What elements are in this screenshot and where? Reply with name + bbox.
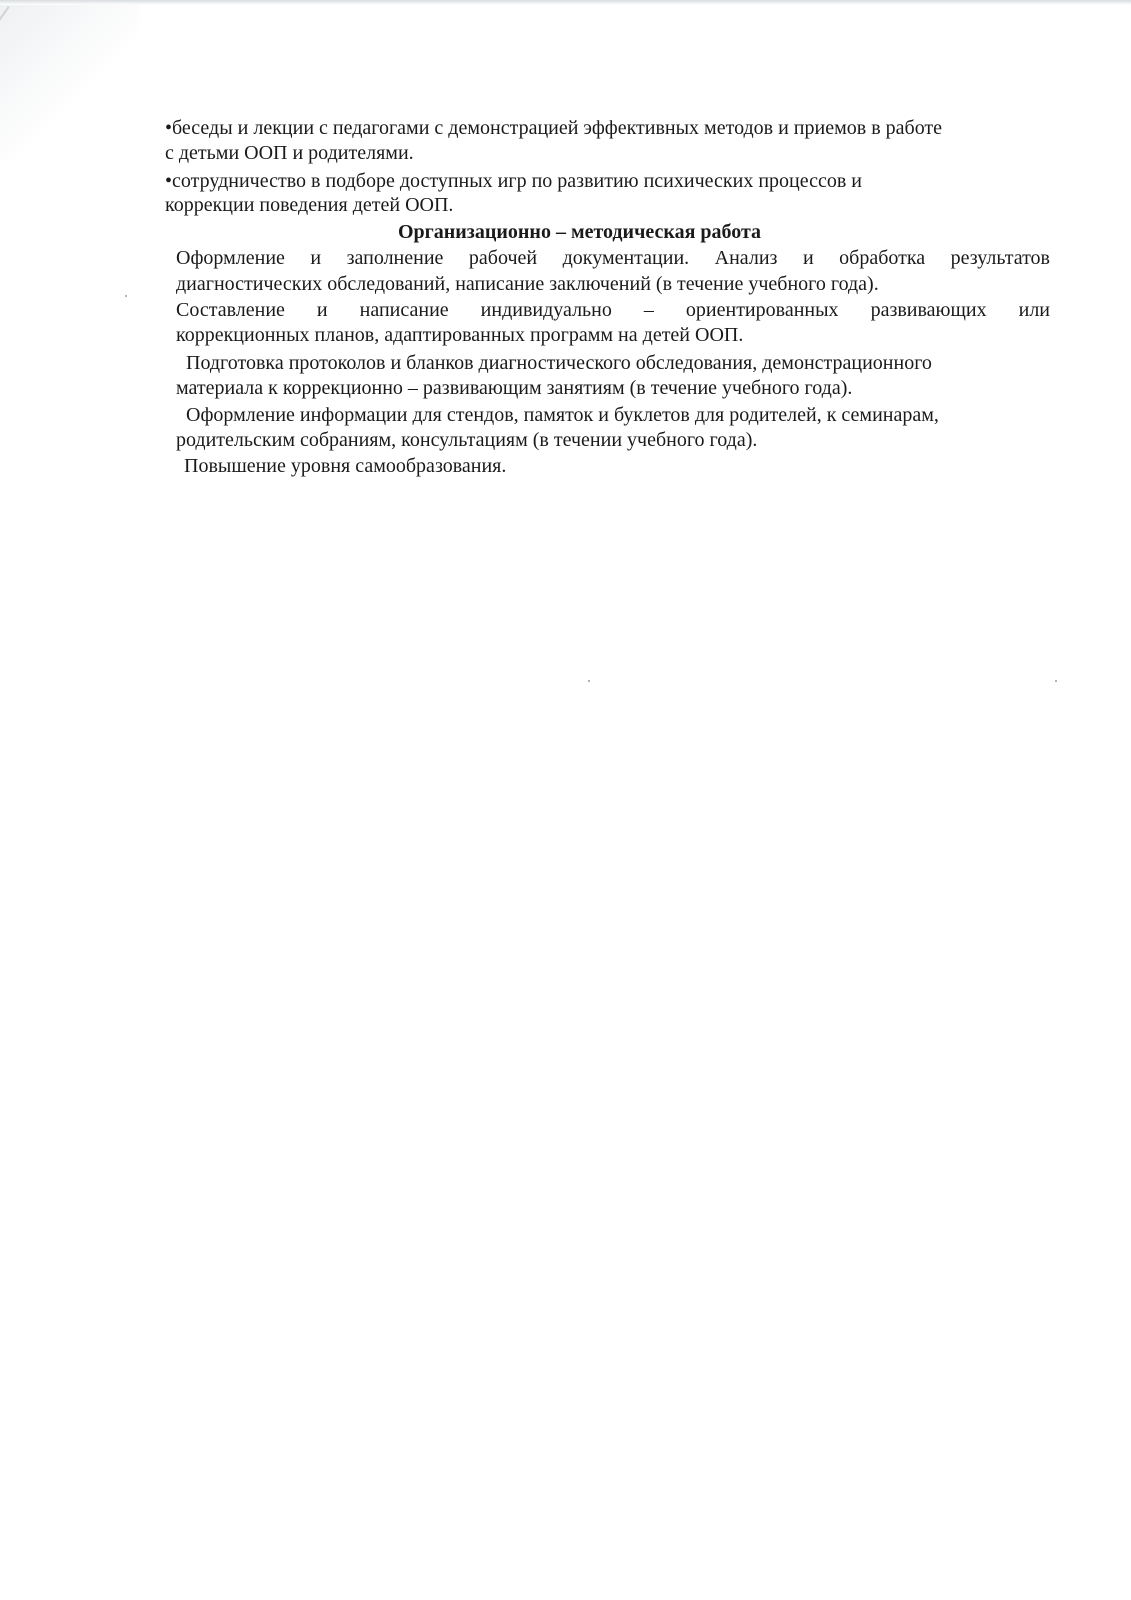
word: развивающих [870, 299, 987, 321]
paragraph-2-line-1 [176, 298, 1050, 323]
scan-top-edge [0, 0, 1131, 5]
paragraph-5-line-1: Повышение уровня самообразования. [184, 455, 507, 477]
word: Оформление [176, 247, 285, 269]
paragraph-4-line-1: Оформление информации для стендов, памяток и буклетов для родителей, к семинарам, [186, 404, 939, 426]
word: Анализ [714, 247, 778, 269]
word: ориентированных [685, 299, 839, 321]
word: результатов [950, 247, 1050, 269]
word: рабочей [468, 247, 538, 269]
scan-speck [1055, 680, 1057, 682]
word: – [643, 299, 654, 321]
bullet-1-line-1: •беседы и лекции с педагогами с демонстрацией эффективных методов и приемов в работе [165, 117, 943, 139]
paragraph-4-line-2: родительским собраниям, консультациям (в течении учебного года). [176, 429, 758, 451]
word: или [1018, 299, 1050, 321]
paragraph-1-line-1 [176, 246, 1050, 271]
bullet-2-line-1: •сотрудничество в подборе доступных игр по развитию психических процессов и [165, 170, 863, 192]
word: написание [359, 299, 449, 321]
word: и [316, 299, 328, 321]
word: документации. [562, 247, 690, 269]
paragraph-3-line-1: Подготовка протоколов и бланков диагностического обследования, демонстрационного [186, 352, 932, 374]
paragraph-3-line-2: материала к коррекционно – развивающим занятиям (в течение учебного года). [176, 377, 853, 399]
paragraph-2-line-2: коррекционных планов, адаптированных программ на детей ООП. [176, 324, 744, 346]
bullet-2-line-2: коррекции поведения детей ООП. [165, 194, 454, 216]
section-heading: Организационно – методическая работа [398, 221, 762, 243]
word: Составление [176, 299, 285, 321]
word: и [310, 247, 322, 269]
word: обработка [839, 247, 926, 269]
word: и [802, 247, 814, 269]
scan-speck [588, 680, 590, 682]
scan-corner-shadow [0, 0, 140, 160]
word: заполнение [346, 247, 444, 269]
scan-speck [125, 295, 127, 297]
paragraph-1-line-2: диагностических обследований, написание заключений (в течение учебного года). [176, 273, 879, 295]
word: индивидуально [480, 299, 612, 321]
bullet-1-line-2: с детьми ООП и родителями. [165, 142, 414, 164]
